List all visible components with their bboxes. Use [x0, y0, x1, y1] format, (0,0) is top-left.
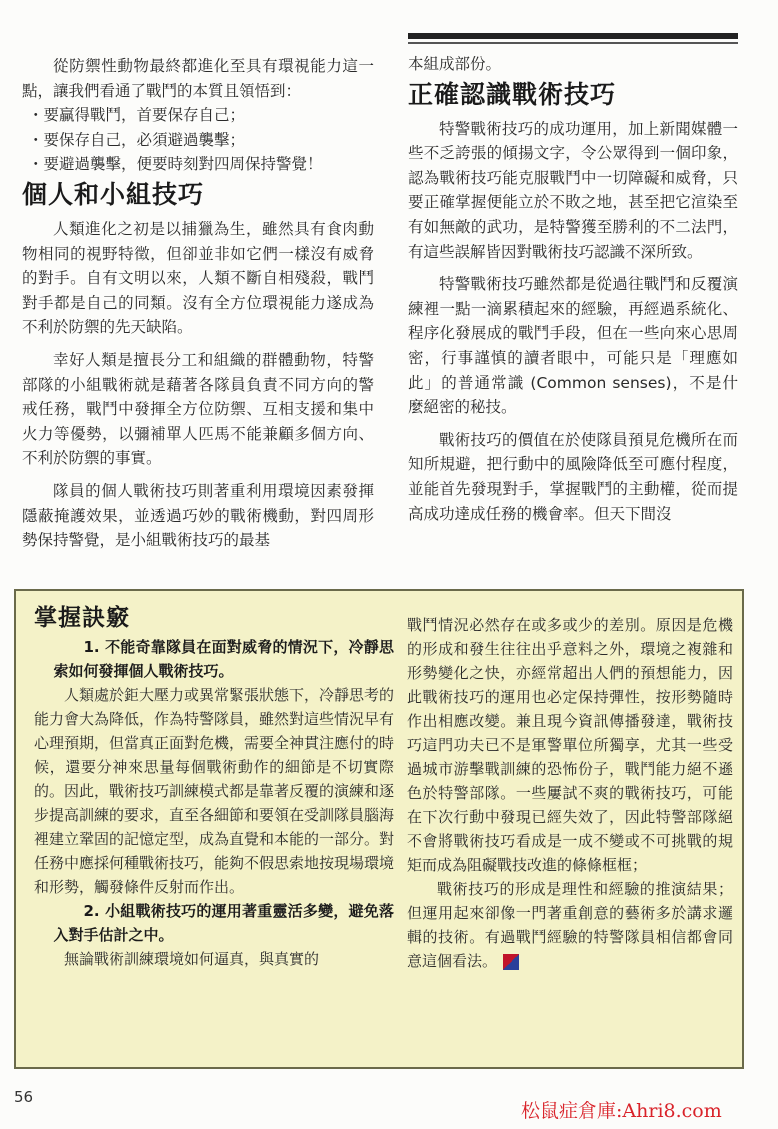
tip-paragraph: [407, 877, 733, 973]
tip-paragraph: 戰鬥情況必然存在或多或少的差別。原因是危機的形成和發生往往出乎意料之外，環境之複雜和形勢變化之快，亦經常超出人們的預想能力，因此戰術技巧的運用也必定保持彈性，按形勢隨時作出相應改變。兼且現今資訊傳播發達，戰術技巧這門功夫已不是軍警單位所獨享，尤其一些受過城市游擊戰訓練的恐怖份子，戰鬥能力絕不遜色於特警部隊。一些屢試不爽的戰術技巧，可能在下次行動中發現已經失效了，因此特警部隊絕不會將戰術技巧看成是一成不變或不可挑戰的規矩而成為阻礙戰技改進的條條框框；: [407, 616, 733, 874]
body-paragraph: 隊員的個人戰術技巧則著重利用環境因素發揮隱蔽掩護效果，並透過巧妙的戰術機動，對四周形勢保持警覺，是小組戰術技巧的最基: [22, 481, 374, 550]
body-paragraph: 人類進化之初是以捕獵為生，雖然具有食肉動物相同的視野特徵，但卻並非如它們一樣沒有威脅的對手。自有文明以來，人類不斷自相殘殺，戰鬥對手都是自己的同類。沒有全方位環視能力遂成為不利於防禦的先天缺陷。: [22, 219, 374, 337]
body-paragraph: 特警戰術技巧的成功運用，加上新聞媒體一些不乏誇張的傾揚文字，令公眾得到一個印象，認為戰術技巧能克服戰鬥中一切障礙和威脅，只要正確掌握便能立於不敗之地，甚至把它渲染至有如無敵的武功，是特警獲至勝利的不二法門，有這些誤解皆因對戰術技巧認識不深所致。: [408, 119, 738, 261]
tip-heading: 2. 小組戰術技巧的運用著重靈活多變，避免落入對手估計之中。: [53, 902, 394, 944]
tips-box: [14, 589, 744, 1069]
bullet-item: ・要贏得戰鬥，首要保存自己；: [28, 106, 246, 125]
header-rule: [408, 33, 738, 39]
tip-paragraph: 無論戰術訓練環境如何逼真，與真實的: [64, 950, 320, 968]
continuation-text: 本組成部份。: [408, 55, 502, 73]
header-rule-thin: [408, 42, 738, 44]
right-column: [408, 52, 738, 526]
tips-box-left-column: [34, 635, 394, 971]
body-paragraph: 特警戰術技巧雖然都是從過往戰鬥和反覆演練裡一點一滴累積起來的經驗，再經過系統化、程序化發展成的戰鬥手段，但在一些向來心思周密，行事謹慎的讀者眼中，可能只是「理應如此」的普通常識 (Common senses)，不是什麼絕密的秘技。: [408, 275, 738, 417]
bullet-item: ・要保存自己，必須避過襲擊；: [28, 130, 246, 149]
intro-paragraph: 從防禦性動物最終都進化至具有環視能力這一點，讓我們看通了戰鬥的本質且領悟到：: [22, 57, 374, 100]
tip-paragraph: 人類處於鉅大壓力或異常緊張狀態下，冷靜思考的能力會大為降低，作為特警隊員，雖然對這些情況早有心理預期，但當真正面對危機，需要全神貫注應付的時候，還要分神來思量每個戰術動作的細節是不切實際的。因此，戰術技巧訓練模式都是靠著反覆的演練和逐步提高訓練的要求，直至各細節和要領在受訓隊員腦海裡建立鞏固的記憶定型，成為直覺和本能的一部分。對任務中應採何種戰術技巧，能夠不假思索地按現場環境和形勢，觸發條件反射而作出。: [34, 686, 395, 896]
tips-box-right-column: [407, 613, 733, 973]
tip-paragraph-text: 戰術技巧的形成是理性和經驗的推演結果；但運用起來卻像一門著重創意的藝術多於講求邏輯的技術。有過戰鬥經驗的特警隊員相信都會同意這個看法。: [407, 880, 733, 970]
left-column: [22, 54, 374, 553]
tips-box-title: 掌握訣竅: [34, 605, 130, 631]
bullet-item: ・要避過襲擊，便要時刻對四周保持警覺！: [28, 155, 323, 174]
body-paragraph: 戰術技巧的價值在於使隊員預見危機所在而知所規避，把行動中的風險降低至可應付程度，並能首先發現對手，掌握戰鬥的主動權，從而提高成功達成任務的機會率。但天下間沒: [408, 430, 738, 523]
end-mark-icon: [503, 954, 519, 970]
watermark-text: 松鼠症倉庫:Ahri8.com: [521, 1100, 722, 1122]
tip-heading: 1. 不能奇靠隊員在面對威脅的情況下，冷靜思索如何發揮個人戰術技巧。: [53, 638, 394, 680]
body-paragraph: 幸好人類是擅長分工和組織的群體動物，特警部隊的小組戰術就是藉著各隊員負責不同方向的警戒任務，戰鬥中發揮全方位防禦、互相支援和集中火力等優勢，以彌補單人匹馬不能兼顧多個方向、不利於防禦的事實。: [22, 350, 374, 468]
section-heading: 個人和小組技巧: [22, 179, 205, 209]
page-number: 56: [14, 1088, 34, 1106]
section-heading: 正確認識戰術技巧: [408, 79, 617, 109]
